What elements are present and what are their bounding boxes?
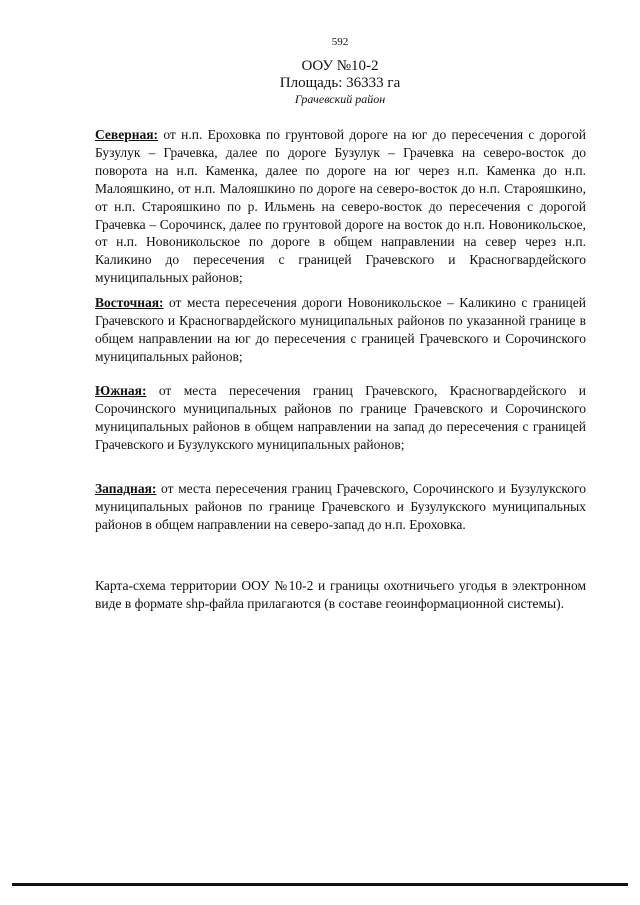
document-header [0, 58, 640, 107]
boundary-east-label: Восточная: [95, 295, 164, 310]
page-number: 592 [331, 36, 349, 48]
hunting-ground-title: ООУ №10-2 [301, 58, 379, 74]
bottom-rule [12, 883, 628, 886]
boundary-west-label: Западная: [95, 481, 157, 496]
boundary-west [95, 480, 586, 534]
boundary-east [95, 294, 586, 366]
boundary-north-text: от н.п. Ероховка по грунтовой дороге на юг до пересечения с дорогой Бузулук – Грачевка, далее по дороге Бузулук – Грачевка на северо-восток до поворота на н.п. Каменка, далее по дороге на юг через н.п. Каменка до н.п. Малояшкино, от н.п. Малояшкино по дороге на северо-восток до н.п. Старояшкино, от н.п. Старояшкино по р. Ильмень на северо-восток до пересечения с дорогой Грачевка – Сорочинск, далее по грунтовой дороге на восток до н.п. Новоникольское, от н.п. Новоникольское по дороге в общем направлении на север через н.п. Каликино до пересечения с границей Грачевского и Красногвардейского муниципальных районов; [95, 127, 586, 286]
boundary-south [95, 382, 586, 454]
boundary-west-text: от места пересечения границ Грачевского, Сорочинского и Бузулукского муниципальных районов по границе Грачевского и Бузулукского муниципальных районов в общем направлении на северо-запад до н.п. Ероховка. [95, 481, 586, 532]
area-line: Площадь: 36333 га [279, 75, 401, 91]
map-attachment-note: Карта-схема территории ООУ №10-2 и границы охотничьего угодья в электронном виде в формате shp-файла прилагаются (в составе геоинформационной системы). [95, 578, 586, 611]
boundary-south-label: Южная: [95, 383, 147, 398]
boundary-east-text: от места пересечения дороги Новоникольское – Каликино с границей Грачевского и Красногвардейского муниципальных районов по указанной границе в общем направлении на юг до пересечения с границей Грачевского и Сорочинского муниципальных районов; [95, 295, 586, 364]
boundary-south-text: от места пересечения границ Грачевского, Красногвардейского и Сорочинского муниципальных районов по границе Грачевского и Сорочинского муниципальных районов в общем направлении на запад до пересечения с границей Грачевского и Бузулукского муниципальных районов; [95, 383, 586, 452]
boundary-north [95, 126, 586, 287]
boundary-north-label: Северная: [95, 127, 159, 142]
district-name: Грачевский район [294, 92, 386, 106]
